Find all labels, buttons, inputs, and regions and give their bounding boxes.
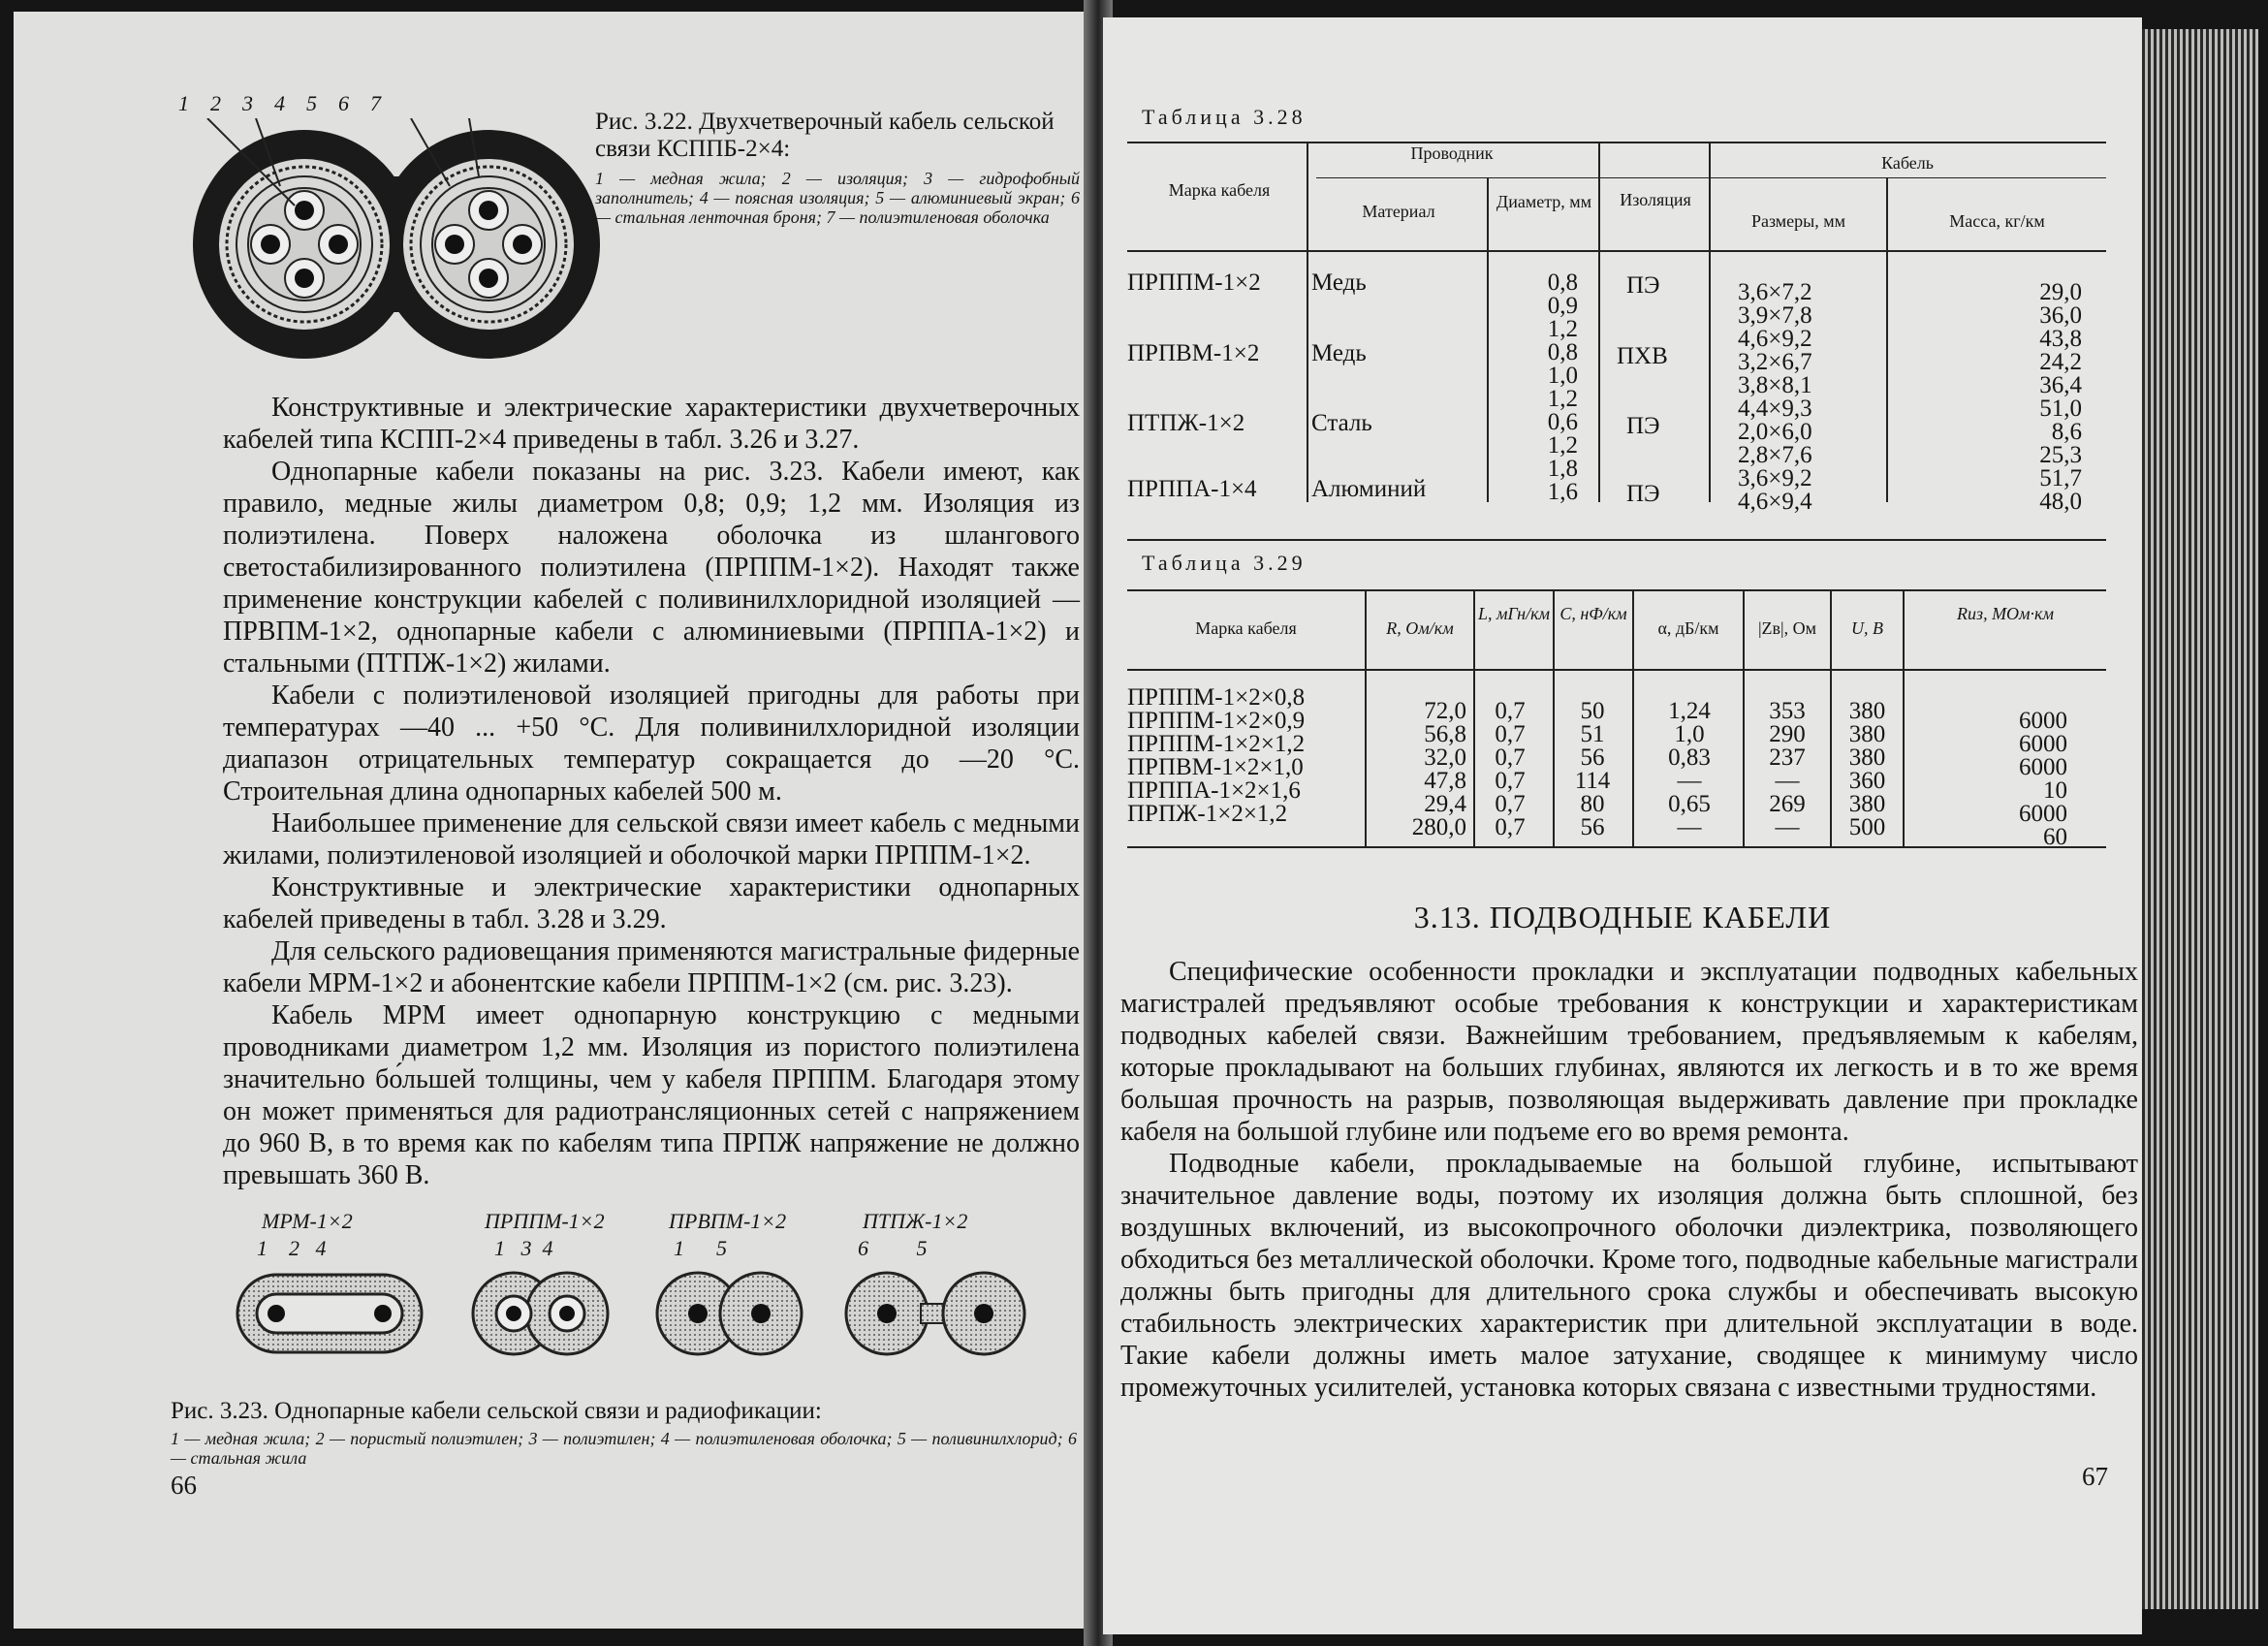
cable-label: ПТПЖ-1×2 <box>863 1209 968 1233</box>
table-cell: 380 <box>1848 791 1886 817</box>
right-body-text <box>1120 956 2138 1404</box>
table-cell: 6000 <box>2019 731 2067 757</box>
table-cell: 3,6×9,2 <box>1738 465 1812 491</box>
table-cell: 56,8 <box>1424 721 1466 747</box>
table-cell: 48,0 <box>2039 489 2082 515</box>
col-header: Марка кабеля <box>1195 618 1297 638</box>
fig-num: 1 <box>178 91 210 115</box>
table-cell: 4,6×9,2 <box>1738 326 1812 352</box>
cable-label: ПРППМ-1×2 <box>485 1209 605 1233</box>
left-page <box>14 12 1097 1629</box>
table-cell: 25,3 <box>2039 442 2082 468</box>
c-column <box>1554 700 1631 839</box>
table-cell: 353 <box>1769 698 1806 724</box>
table-cell: 6000 <box>2019 801 2067 827</box>
page-edges <box>2142 29 2258 1609</box>
table-cell: Медь <box>1311 269 1367 296</box>
table-cell: 0,83 <box>1668 744 1711 771</box>
table-cell: ПРПЖ-1×2×1,2 <box>1127 801 1288 827</box>
col-header-insulation: Изоляция <box>1620 190 1691 209</box>
table-cell: 1,2 <box>1547 316 1578 342</box>
table-cell: ПТПЖ-1×2 <box>1127 410 1245 436</box>
table-cell: 60 <box>2043 824 2067 850</box>
table-cell: 10 <box>2043 777 2067 804</box>
table-cell: 32,0 <box>1424 744 1466 771</box>
table-cell: Медь <box>1311 340 1367 366</box>
col-header-material: Материал <box>1362 202 1435 221</box>
table-cell: 1,24 <box>1668 698 1711 724</box>
section-heading: 3.13. ПОДВОДНЫЕ КАБЕЛИ <box>1413 900 1832 934</box>
cable-label: ПРВПМ-1×2 <box>669 1209 787 1233</box>
table-cell: 0,8 <box>1547 269 1578 296</box>
sizes-column <box>1738 281 1883 514</box>
table-cell: 0,7 <box>1495 744 1526 771</box>
col-header: U, В <box>1851 618 1883 638</box>
table-cell: 360 <box>1848 768 1886 794</box>
table-cell: 237 <box>1769 744 1806 771</box>
table-cell: — <box>1677 814 1702 840</box>
table-cell: ПРППА-1×4 <box>1127 476 1257 502</box>
table-cell: 47,8 <box>1424 768 1466 794</box>
table-cell: 2,8×7,6 <box>1738 442 1812 468</box>
table-cell: Сталь <box>1311 410 1372 436</box>
table-cell: 0,7 <box>1495 791 1526 817</box>
table-cell: 51,0 <box>2039 396 2082 422</box>
paragraph: Конструктивные и электрические характеристики однопарных кабелей приведены в табл. 3.28 и 3.29. <box>223 872 1080 934</box>
table-cell: 0,7 <box>1495 814 1526 840</box>
table-cell: ПРППА-1×2×1,6 <box>1127 777 1301 804</box>
table-cell: 2,0×6,0 <box>1738 419 1812 445</box>
right-page <box>1103 17 2142 1634</box>
mass-column <box>2004 281 2082 514</box>
cable-label: МРМ-1×2 <box>262 1209 353 1233</box>
table-cell: 1,0 <box>1674 721 1705 747</box>
page-number: 66 <box>171 1471 197 1500</box>
table-cell: — <box>1677 768 1702 794</box>
cable-nums: 1 3 4 <box>494 1236 553 1260</box>
table-cell: ПЭ <box>1626 272 1660 299</box>
table-cell: ПРПВМ-1×2×1,0 <box>1127 754 1304 780</box>
table-cell: ПЭ <box>1626 413 1660 439</box>
table-cell: 1,6 <box>1547 479 1578 505</box>
table-cell: 29,4 <box>1424 791 1466 817</box>
table-cell: 1,8 <box>1547 456 1578 482</box>
table-cell: 269 <box>1769 791 1806 817</box>
table-cell: 380 <box>1848 744 1886 771</box>
table-cell: 380 <box>1848 698 1886 724</box>
l-column <box>1476 700 1544 839</box>
table-cell: 56 <box>1580 814 1605 840</box>
table-cell: ПРППМ-1×2×0,9 <box>1127 708 1306 734</box>
fig-3-23 <box>223 1209 1076 1377</box>
table-cell: 24,2 <box>2039 349 2082 375</box>
cable-nums: 6 5 <box>858 1236 928 1260</box>
fig-num: 6 <box>338 91 370 115</box>
table-cell: 380 <box>1848 721 1886 747</box>
fig-3-23-drawing <box>223 1265 1076 1372</box>
paragraph: Наибольшее применение для сельской связи имеет кабель с медными жилами, полиэтиленовой изоляцией и оболочкой марки ПРППМ-1×2. <box>223 808 1080 870</box>
brand-column <box>1127 686 1365 826</box>
table-cell: 3,6×7,2 <box>1738 279 1812 305</box>
table-cell: 290 <box>1769 721 1806 747</box>
table-cell: 43,8 <box>2039 326 2082 352</box>
fig-3-23-caption: Рис. 3.23. Однопарные кабели сельской связи и радиофикации: <box>171 1398 822 1424</box>
fig-num: 3 <box>242 91 274 115</box>
table-cell: 36,0 <box>2039 302 2082 329</box>
r-column <box>1374 700 1466 839</box>
fig-num: 5 <box>306 91 338 115</box>
table-3-28-label: Таблица 3.28 <box>1142 105 1307 129</box>
table-cell: 0,7 <box>1495 698 1526 724</box>
col-header: L, мГн/км <box>1477 604 1551 623</box>
table-cell: ПРПВМ-1×2 <box>1127 340 1260 366</box>
table-cell: ПЭ <box>1626 481 1660 507</box>
fig-3-23-legend: 1 — медная жила; 2 — пористый полиэтилен; 3 — полиэтилен; 4 — полиэтиленовая оболочка; 5 — поливинилхлорид; 6 — стальная жила <box>171 1429 1077 1468</box>
cable-nums: 1 2 4 <box>257 1236 327 1260</box>
table-cell: 0,9 <box>1547 293 1578 319</box>
table-cell: 29,0 <box>2039 279 2082 305</box>
paragraph: Специфические особенности прокладки и эксплуатации подводных кабельных магистралей предъявляют особые требования к конструкции и характеристикам подводных кабелей связи. Важнейшим требованием, предъявляемым к кабелям, которые прокладывают на больших глубинах, являются их легкость и в то же время большая прочность на разрыв, позволяющая выдерживать давление при прокладке кабеля на большой глубине или подъеме его во время ремонта. <box>1120 957 2138 1147</box>
table-cell: 0,65 <box>1668 791 1711 817</box>
table-cell: 1,0 <box>1547 363 1578 389</box>
table-cell: 1,2 <box>1547 386 1578 412</box>
col-header-sizes: Размеры, мм <box>1750 211 1846 231</box>
page-number: 67 <box>2082 1462 2108 1491</box>
table-cell: 6000 <box>2019 708 2067 734</box>
paragraph: Кабели с полиэтиленовой изоляцией пригодны для работы при температурах —40 ... +50 °С. Для поливинилхлоридной изоляции диапазон отрицательных температур сокращается до —20 °С. Строительная длина однопарных кабелей 500 м. <box>223 681 1080 807</box>
left-body-text <box>223 392 1080 1191</box>
u-column <box>1832 700 1903 839</box>
table-cell: 0,7 <box>1495 721 1526 747</box>
table-cell: ПХВ <box>1617 343 1668 369</box>
col-header: R, Ом/км <box>1386 618 1454 638</box>
diameter-column <box>1510 271 1578 504</box>
table-cell: 1,2 <box>1547 432 1578 459</box>
table-cell: 0,7 <box>1495 768 1526 794</box>
fig-num: 2 <box>210 91 242 115</box>
paragraph: Для сельского радиовещания применяются магистральные фидерные кабели МРМ-1×2 и абонентские кабели ПРППМ-1×2 (см. рис. 3.23). <box>223 936 1080 998</box>
fig-3-22-caption: Рис. 3.22. Двухчетверочный кабель сельской связи КСППБ-2×4: <box>595 109 1055 162</box>
table-cell: ПРППМ-1×2×0,8 <box>1127 684 1306 711</box>
col-header-conductor: Проводник <box>1410 143 1494 163</box>
table-cell: 72,0 <box>1424 698 1466 724</box>
col-header-brand: Марка кабеля <box>1168 180 1271 200</box>
table-cell: 4,4×9,3 <box>1738 396 1812 422</box>
col-header: α, дБ/км <box>1657 618 1719 638</box>
table-cell: 4,6×9,4 <box>1738 489 1812 515</box>
table-cell: 114 <box>1574 768 1611 794</box>
fig-3-22-drawing <box>188 118 605 370</box>
paragraph: Однопарные кабели показаны на рис. 3.23. Кабели имеют, как правило, медные жилы диаметром 0,8; 0,9; 1,2 мм. Изоляция из полиэтилена. Поверх наложена оболочка из шлангового светостабилизированного полиэтилена (ПРППМ-1×2). Находят также применение конструкции кабелей с поливинилхлоридной изоляцией — ПРВПМ-1×2, однопарные кабели с алюминиевыми (ПРППА-1×2) и стальными (ПТПЖ-1×2) жилами. <box>223 457 1080 679</box>
col-header: C, нФ/км <box>1559 604 1627 623</box>
alpha-column <box>1636 700 1743 839</box>
table-cell: — <box>1775 768 1800 794</box>
col-header: |Zв|, Ом <box>1757 618 1817 638</box>
fig-num: 7 <box>370 91 402 115</box>
paragraph: Конструктивные и электрические характеристики двухчетверочных кабелей типа КСПП-2×4 приведены в табл. 3.26 и 3.27. <box>223 393 1080 455</box>
table-cell: 280,0 <box>1411 814 1466 840</box>
paragraph: Подводные кабели, прокладываемые на большой глубине, испытывают значительное давление воды, поэтому их изоляция должна быть сплошной, без воздушных включений, из высокопрочного оболочки диэлектрика, позволяющего обходиться без металлической оболочки. Кроме того, подводные кабельные магистрали должны быть пригодны для длительного срока службы и обеспечивать высокую стабильность электрических характеристик при длительной эксплуатации в воде. Такие кабели должны иметь малое затухание, сводящее к минимуму число промежуточных усилителей, установка которых связана с известными трудностями. <box>1120 1149 2138 1403</box>
col-header-cable: Кабель <box>1881 153 1934 173</box>
table-cell: 8,6 <box>2051 419 2082 445</box>
riz-column <box>1951 710 2067 849</box>
table-cell: 80 <box>1580 791 1605 817</box>
paragraph: Кабель МРМ имеет однопарную конструкцию с медными проводниками диаметром 1,2 мм. Изоляция из пористого полиэтилена значительно бо́льшей толщины, чем у кабеля ПРППМ. Благодаря этому он может применяться для радиотрансляционных сетей с напряжением до 960 В, в то время как по кабелям типа ПРПЖ напряжение не должно превышать 360 В. <box>223 1000 1080 1190</box>
table-cell: 50 <box>1580 698 1605 724</box>
table-3-29-label: Таблица 3.29 <box>1142 551 1307 575</box>
z-column <box>1745 700 1830 839</box>
table-cell: 6000 <box>2019 754 2067 780</box>
table-cell: ПРППМ-1×2×1,2 <box>1127 731 1306 757</box>
table-cell: 3,8×8,1 <box>1738 372 1812 398</box>
table-cell: 3,9×7,8 <box>1738 302 1812 329</box>
col-header-diameter: Диаметр, мм <box>1496 192 1592 211</box>
cable-nums: 1 5 <box>674 1236 727 1260</box>
table-cell: Алюминий <box>1311 476 1427 502</box>
col-header: Rиз, МОм·км <box>1957 604 2054 623</box>
table-cell: 51 <box>1580 721 1605 747</box>
fig-num: 4 <box>274 91 306 115</box>
table-cell: 3,2×6,7 <box>1738 349 1812 375</box>
table-cell: 0,6 <box>1547 409 1578 435</box>
fig-3-22-legend: 1 — медная жила; 2 — изоляция; 3 — гидрофобный заполнитель; 4 — поясная изоляция; 5 — алюминиевый экран; 6 — стальная ленточная броня; 7 — полиэтиленовая оболочка <box>595 169 1080 227</box>
table-cell: ПРППМ-1×2 <box>1127 269 1261 296</box>
table-cell: 0,8 <box>1547 339 1578 365</box>
col-header-mass: Масса, кг/км <box>1949 211 2045 231</box>
table-cell: 56 <box>1580 744 1605 771</box>
table-cell: 51,7 <box>2039 465 2082 491</box>
table-cell: 36,4 <box>2039 372 2082 398</box>
table-cell: — <box>1775 814 1800 840</box>
fig-3-22-numbers <box>178 91 402 115</box>
table-cell: 500 <box>1848 814 1886 840</box>
